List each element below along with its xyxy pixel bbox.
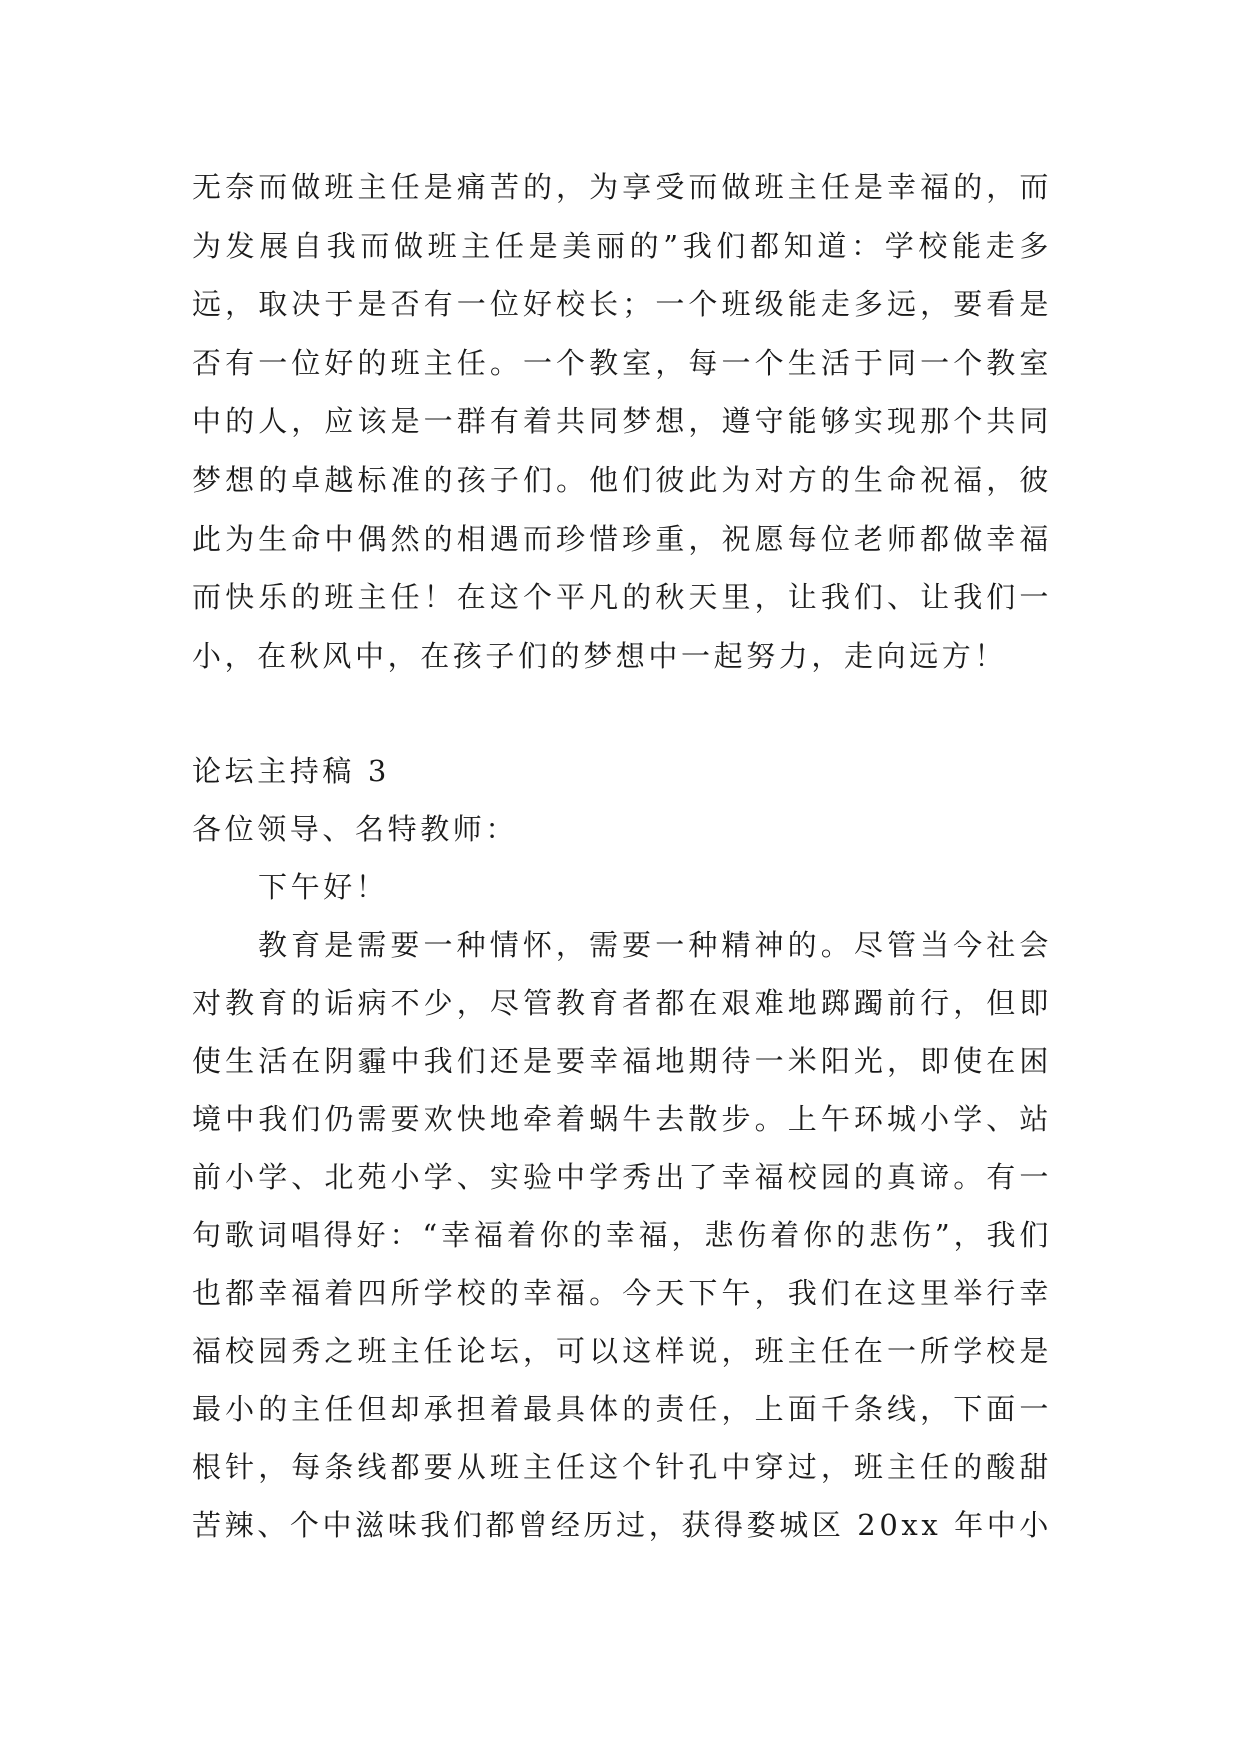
paragraph-line: 句歌词唱得好：“幸福着你的幸福，悲伤着你的悲伤”，我们 [192,1218,1052,1252]
section-3 [192,742,1052,1554]
salutation: 各位领导、名特教师： [192,812,519,846]
paragraph-line: 此为生命中偶然的相遇而珍惜珍重，祝愿每位老师都做幸福 [192,521,1052,556]
paragraph-line: 远，取决于是否有一位好校长；一个班级能走多远，要看是 [192,287,1052,322]
section-heading: 论坛主持稿 3 [192,754,390,788]
paragraph-line-last: 小，在秋风中，在孩子们的梦想中一起努力，走向远方！ [192,638,1008,673]
paragraph-line: 否有一位好的班主任。一个教室，每一个生活于同一个教室 [192,345,1052,380]
paragraph-line: 中的人，应该是一群有着共同梦想，遵守能够实现那个共同 [192,404,1052,439]
paragraph-line: 也都幸福着四所学校的幸福。今天下午，我们在这里举行幸 [192,1276,1052,1310]
paragraph-line: 苦辣、个中滋味我们都曾经历过，获得婺城区 20xx 年中小 [192,1508,1052,1542]
paragraph-line: 无奈而做班主任是痛苦的，为享受而做班主任是幸福的，而 [192,170,1052,204]
paragraph-line: 福校园秀之班主任论坛，可以这样说，班主任在一所学校是 [192,1334,1052,1368]
paragraph-line: 境中我们仍需要欢快地牵着蜗牛去散步。上午环城小学、站 [192,1102,1052,1136]
paragraph-line: 为发展自我而做班主任是美丽的”我们都知道：学校能走多 [192,228,1052,263]
greeting: 下午好！ [258,870,389,904]
previous-section-text [192,158,1052,685]
paragraph-line: 前小学、北苑小学、实验中学秀出了幸福校园的真谛。有一 [192,1160,1052,1194]
paragraph-line: 对教育的诟病不少，尽管教育者都在艰难地踯躅前行，但即 [192,986,1052,1020]
paragraph-line: 梦想的卓越标准的孩子们。他们彼此为对方的生命祝福，彼 [192,462,1052,497]
paragraph-line: 而快乐的班主任！在这个平凡的秋天里，让我们、让我们一 [192,580,1052,615]
paragraph-line: 最小的主任但却承担着最具体的责任，上面千条线，下面一 [192,1392,1052,1426]
paragraph-line: 使生活在阴霾中我们还是要幸福地期待一米阳光，即使在困 [192,1044,1052,1078]
paragraph-line-first: 教育是需要一种情怀，需要一种精神的。尽管当今社会 [258,928,1052,962]
paragraph-line: 根针，每条线都要从班主任这个针孔中穿过，班主任的酸甜 [192,1450,1052,1484]
